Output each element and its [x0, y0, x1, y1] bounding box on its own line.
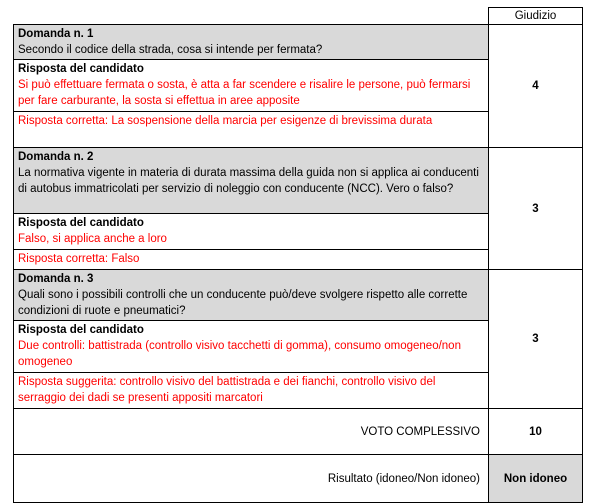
candidate-answer-3: Due controlli: battistrada (controllo visivo tacchetti di gomma), consumo omogeneo/non omogeneo	[18, 340, 461, 368]
correct-answer-cell-2	[14, 250, 489, 270]
question-text-2: La normativa vigente in materia di durata massima della guida non si applica ai conducenti di autobus immatricolati per servizio di noleggio con conducente (NCC). Vero o falso?	[18, 167, 479, 195]
question-row-1	[14, 25, 583, 60]
candidate-answer-cell-3	[14, 321, 489, 373]
correct-answer-3: Risposta suggerita: controllo visivo del battistrada e dei fianchi, controllo visivo del serraggio dei dadi se presenti appositi marcatori	[18, 376, 436, 404]
correct-answer-cell-3	[14, 373, 489, 409]
candidate-answer-2: Falso, si applica anche a loro	[18, 233, 167, 245]
question-row-2	[14, 148, 583, 214]
question-cell-2	[14, 148, 489, 214]
score-cell-3: 3	[489, 270, 583, 409]
header-empty-cell	[14, 8, 489, 25]
candidate-label-1: Risposta del candidato	[18, 63, 144, 75]
candidate-answer-cell-1	[14, 60, 489, 112]
question-title-2: Domanda n. 2	[18, 151, 94, 163]
candidate-answer-1: Si può effettuare fermata o sosta, è atta a far scendere e risalire le persone, può fermarsi per fare carburante, la sosta si effettua in aree apposite	[18, 79, 471, 107]
question-text-3: Quali sono i possibili controlli che un conducente può/deve svolgere rispetto alle corrette condizioni di ruote e pneumatici?	[18, 289, 468, 317]
question-cell-1	[14, 25, 489, 60]
grade-column-header: Giudizio	[489, 8, 583, 25]
question-text-1: Secondo il codice della strada, cosa si intende per fermata?	[18, 44, 323, 56]
question-title-3: Domanda n. 3	[18, 273, 94, 285]
question-title-1: Domanda n. 1	[18, 28, 94, 40]
result-label: Risultato (idoneo/Non idoneo)	[14, 455, 489, 503]
candidate-label-2: Risposta del candidato	[18, 217, 144, 229]
candidate-answer-cell-2	[14, 214, 489, 250]
score-cell-1: 4	[489, 25, 583, 148]
result-value: Non idoneo	[489, 455, 583, 503]
question-cell-3	[14, 270, 489, 321]
correct-answer-2: Risposta corretta: Falso	[18, 253, 140, 265]
question-row-3	[14, 270, 583, 321]
total-value: 10	[489, 409, 583, 455]
evaluation-table	[13, 7, 583, 503]
candidate-label-3: Risposta del candidato	[18, 324, 144, 336]
total-row	[14, 409, 583, 455]
correct-answer-cell-1	[14, 112, 489, 148]
total-label: VOTO COMPLESSIVO	[14, 409, 489, 455]
score-cell-2: 3	[489, 148, 583, 270]
header-row	[14, 8, 583, 25]
result-row	[14, 455, 583, 503]
correct-answer-1: Risposta corretta: La sospensione della marcia per esigenze di brevissima durata	[18, 115, 433, 127]
